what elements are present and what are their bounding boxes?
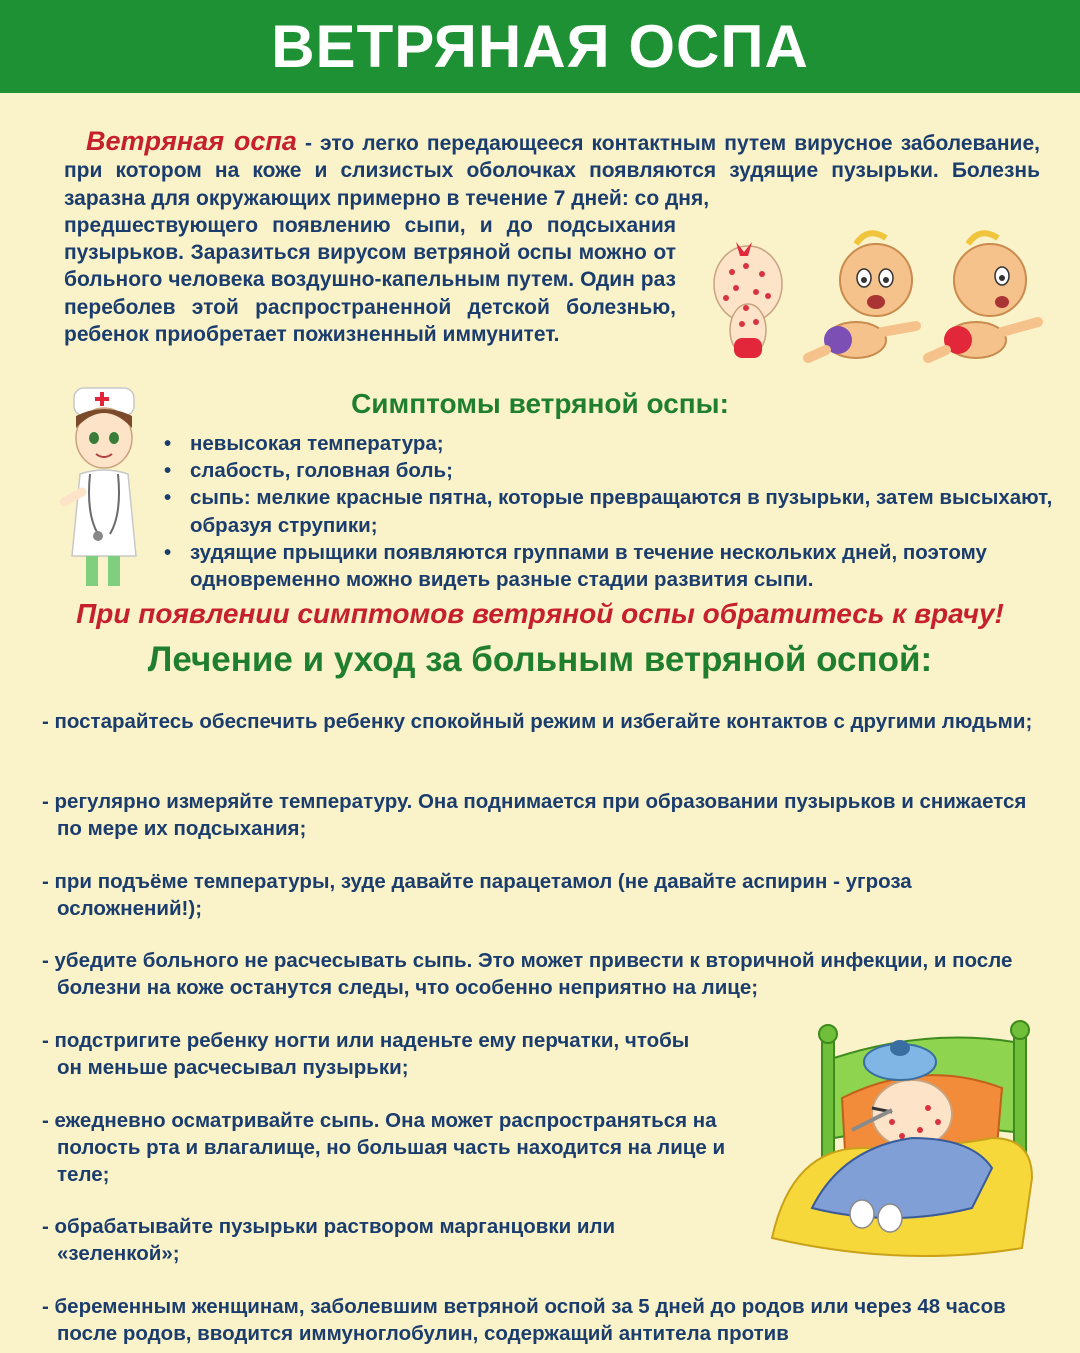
list-item: - постарайтесь обеспечить ребенку спокойный режим и избегайте контактов с другими людьми; (42, 710, 1033, 733)
list-item: • невысокая температура; (160, 430, 1060, 457)
list-item: - убедите больного не расчесывать сыпь. Это может привести к вторичной инфекции, и после болезни на коже останутся следы, что особенно неприятно на лице; (42, 949, 1013, 999)
bullet-icon: • (164, 540, 172, 564)
list-item: • слабость, головная боль; (160, 457, 1060, 484)
treatment-title: Лечение и уход за больным ветряной оспой: (147, 640, 933, 679)
intro-full-width (64, 128, 1040, 212)
doctor-warning: При появлении симптомов ветряной оспы обратитесь к врачу! (76, 598, 1004, 629)
list-item: - беременным женщинам, заболевшим ветряной оспой за 5 дней до родов или через 48 часов после родов, вводится иммуноглобулин, содержащий антитела против (42, 1295, 1006, 1345)
list-item: - подстригите ребенку ногти или наденьте ему перчатки, чтобы он меньше расчесывал пузырьки; (42, 1029, 690, 1079)
list-item: • зудящие прыщики появляются группами в течение нескольких дней, поэтому одновременно можно видеть разные стадии развития сыпи. (164, 540, 987, 592)
baby-girl-figure (714, 242, 782, 358)
babies-with-spots-illustration (706, 222, 1056, 372)
intro-text-narrow: предшествующего появлению сыпи, и до подсыхания пузырьков. Заразиться вирусом ветряной оспы можно от больного человека воздушно-капельным путем. Один раз переболев этой распространенной детской болезнью, ребенок приобретает пожизненный иммунитет. (64, 213, 676, 347)
bullet-icon: • (164, 432, 172, 455)
baby-running-figure (928, 233, 1038, 358)
page-title: ВЕТРЯНАЯ ОСПА (271, 13, 809, 80)
list-item: - обрабатывайте пузырьки раствором марганцовки или «зеленкой»; (42, 1215, 616, 1265)
nurse-illustration (40, 382, 160, 592)
baby-crying-figure (808, 233, 916, 358)
sick-child-in-bed-illustration (752, 1018, 1042, 1273)
intro-text-full: - это легко передающееся контактным путем вирусное заболевание, при котором на коже и слизистых оболочках появляются зудящие пузырьки. Болезнь заразна для окружающих примерно в течение 7 дней: со дня, (64, 132, 1040, 210)
list-item: - при подъёме температуры, зуде давайте парацетамол (не давайте аспирин - угроза осложнений!); (42, 870, 912, 920)
intro-term: Ветряная оспа (86, 126, 297, 156)
symptoms-title: Симптомы ветряной оспы: (351, 388, 729, 419)
bullet-icon: • (164, 459, 172, 483)
header-banner (0, 0, 1080, 93)
list-item: - регулярно измеряйте температуру. Она поднимается при образовании пузырьков и снижается по мере их подсыхания; (42, 790, 1027, 840)
bullet-icon: • (164, 486, 172, 510)
list-item: • сыпь: мелкие красные пятна, которые превращаются в пузырьки, затем высыхают, образуя струпики; (164, 486, 1053, 537)
symptoms-list (160, 430, 1060, 593)
list-item: - ежедневно осматривайте сыпь. Она может распространяться на полость рта и влагалище, но большая часть находится на лице и теле; (42, 1109, 726, 1186)
